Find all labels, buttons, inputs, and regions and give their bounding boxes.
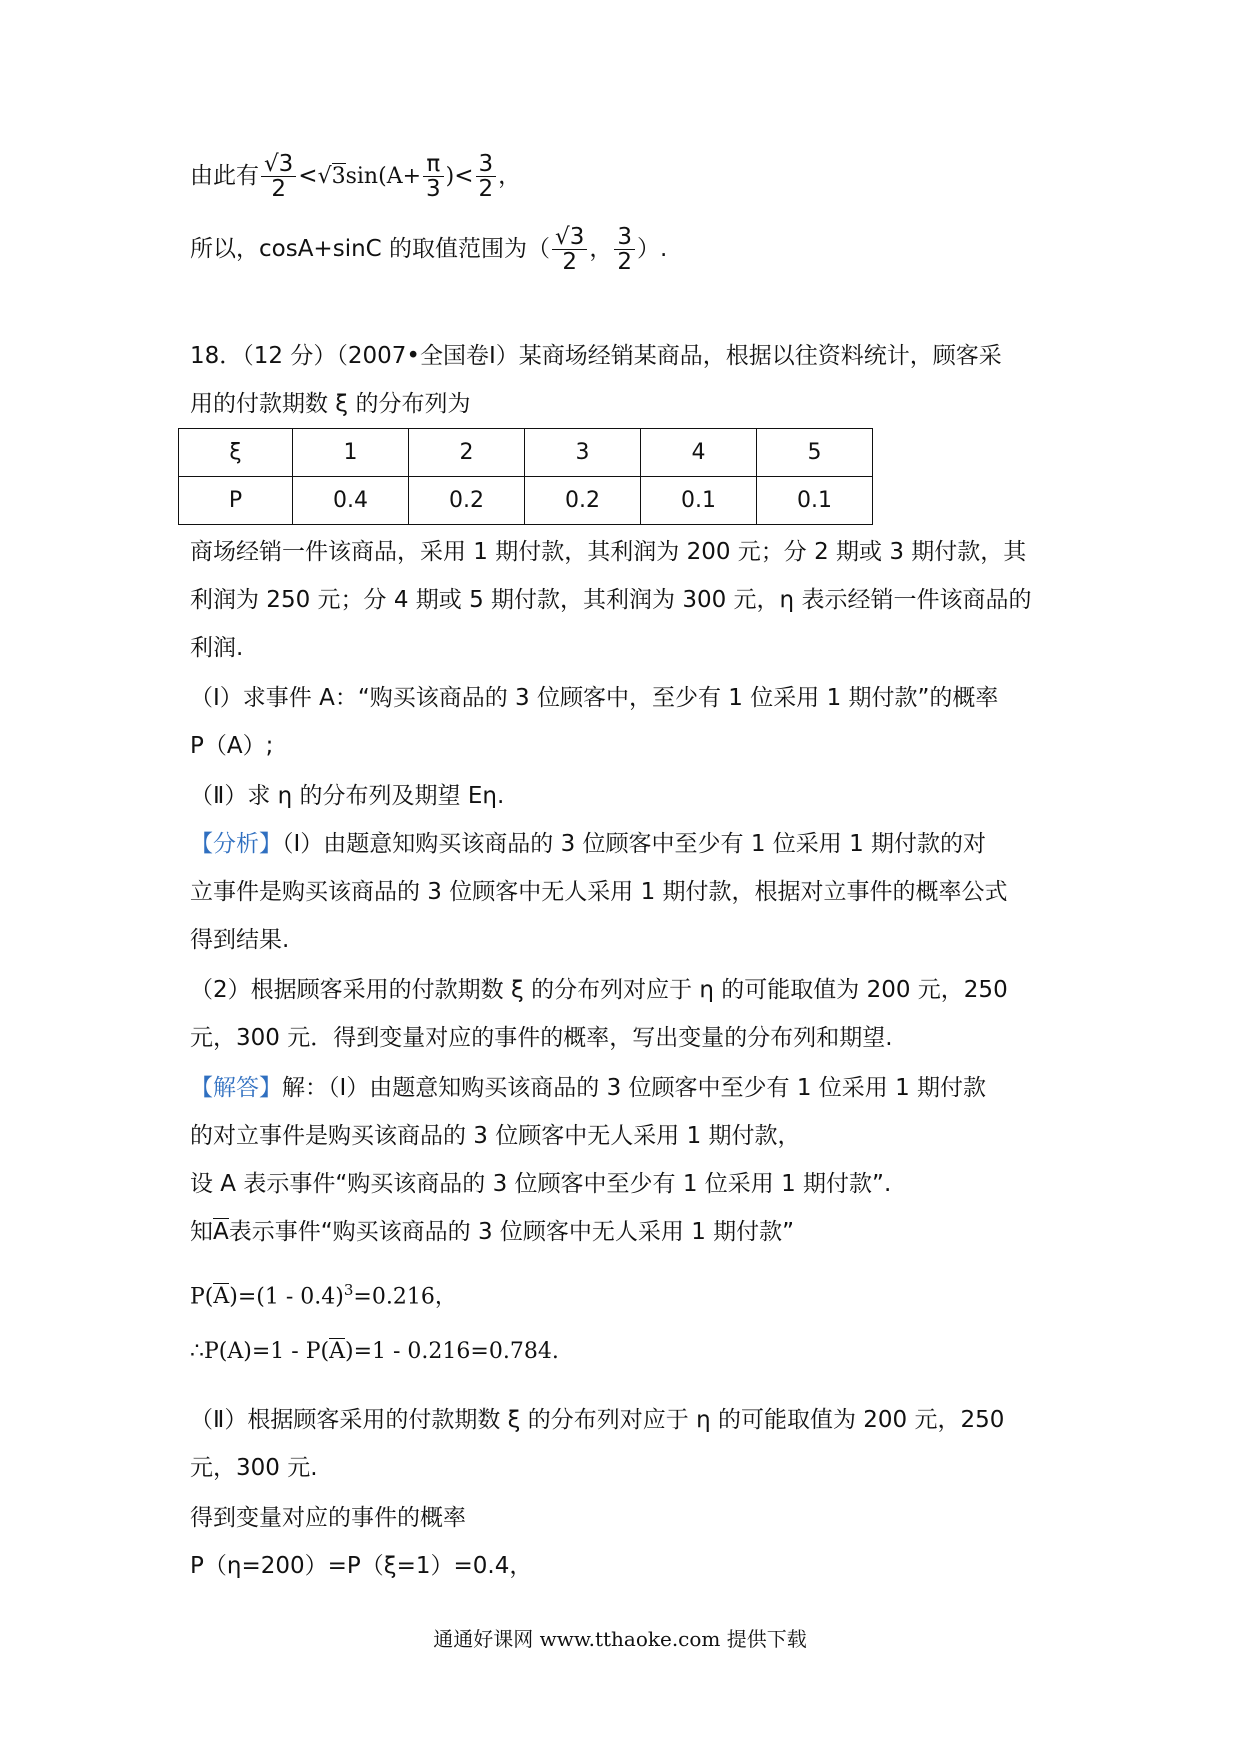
answer-line: P（η=200）=P（ξ=1）=0.4， [190,1553,533,1579]
denominator: 3 [426,176,441,202]
denominator: 2 [562,249,577,275]
denominator: 2 [617,249,632,275]
sin-close: ) [445,164,455,189]
answer-tag: 【解答】 [190,1075,282,1101]
comma: ， [498,163,522,189]
answer-line: （Ⅱ）根据顾客采用的付款期数 ξ 的分布列对应于 η 的可能取值为 200 元，250 [190,1407,1005,1433]
body-line: （Ⅰ）求事件 A：“购买该商品的 3 位顾客中，至少有 1 位采用 1 期付款”的概率 [190,685,999,711]
table-cell: P [179,477,293,525]
table-cell: 1 [293,429,409,477]
math-part: P( [190,1284,214,1310]
math-line-p-a [190,1336,559,1368]
fraction-pi-over-3 [423,152,444,201]
fraction-sqrt3-over-2 [261,152,296,201]
body-line: 利润为 250 元；分 4 期或 5 期付款，其利润为 300 元，η 表示经销一件该商品的 [190,587,1032,613]
question-18-line-2: 用的付款期数 ξ 的分布列为 [190,391,471,417]
table-cell: 4 [641,429,757,477]
exponent: 3 [343,1281,354,1299]
math-part: =0.216， [353,1284,457,1310]
text-prefix: 知 [190,1219,213,1245]
sqrt-symbol: √ [264,151,279,177]
a-bar: A [213,1219,229,1245]
numerator: 3 [476,152,497,177]
math-part: )=(1 - 0.4) [229,1284,344,1310]
fraction-3-over-2 [614,225,635,274]
table-cell: 0.1 [641,477,757,525]
body-line: 商场经销一件该商品，采用 1 期付款，其利润为 200 元；分 2 期或 3 期付款，其 [190,539,1027,565]
answer-text: 解：（Ⅰ）由题意知购买该商品的 3 位顾客中至少有 1 位采用 1 期付款 [282,1075,987,1101]
denominator: 2 [478,176,494,202]
answer-line [190,1072,986,1104]
analysis-line: 元，300 元．得到变量对应的事件的概率，写出变量的分布列和期望. [190,1025,893,1051]
fraction-3-over-2 [476,152,497,201]
table-cell: 0.2 [409,477,525,525]
table-cell: 3 [525,429,641,477]
math-part: ∴P(A)=1 - P( [190,1339,330,1364]
a-bar: A [329,1339,345,1364]
text-suffix: 表示事件“购买该商品的 3 位顾客中无人采用 1 期付款” [228,1219,795,1245]
analysis-line [190,828,986,860]
table-cell: 0.2 [525,477,641,525]
page-footer: 通通好课网 www.tthaoke.com 提供下载 [433,1627,807,1651]
analysis-tag: 【分析】 [190,831,282,857]
numerator: 3 [278,151,294,177]
answer-line: 元，300 元. [190,1455,318,1481]
denominator: 2 [271,176,286,202]
text-prefix: 所以，cosA+sinC 的取值范围为（ [190,236,551,262]
sin-open: sin(A+ [345,164,422,189]
answer-line: 的对立事件是购买该商品的 3 位顾客中无人采用 1 期付款， [190,1123,801,1149]
body-line: 利润. [190,635,244,661]
math-line-p-abar [190,1274,457,1313]
body-line: （Ⅱ）求 η 的分布列及期望 Eη. [190,783,505,809]
table-row [179,477,873,525]
analysis-text: （Ⅰ）由题意知购买该商品的 3 位顾客中至少有 1 位采用 1 期付款的对 [282,831,987,857]
numerator: 3 [569,224,585,250]
answer-line: 得到变量对应的事件的概率 [190,1505,466,1531]
table-cell: 5 [757,429,873,477]
table-cell: 2 [409,429,525,477]
math-part: )=1 - 0.216=0.784. [344,1339,559,1364]
table-row [179,429,873,477]
sqrt-symbol: √ [555,224,570,250]
distribution-table [178,428,873,525]
range-line [190,225,667,274]
less-than: < [298,163,318,189]
table-cell: ξ [179,429,293,477]
answer-line: 设 A 表示事件“购买该商品的 3 位顾客中至少有 1 位采用 1 期付款”. [190,1171,892,1197]
text-suffix: ）. [636,236,668,262]
analysis-line: 得到结果. [190,927,290,953]
numerator: 3 [614,225,635,250]
numerator: π [423,152,444,177]
less-than: < [454,163,474,189]
text-prefix: 由此有 [190,163,259,189]
a-bar: A [213,1284,230,1310]
body-line: P（A）; [190,733,274,759]
analysis-line: （2）根据顾客采用的付款期数 ξ 的分布列对应于 η 的可能取值为 200 元，250 [190,977,1008,1003]
fraction-sqrt3-over-2 [552,225,587,274]
analysis-line: 立事件是购买该商品的 3 位顾客中无人采用 1 期付款，根据对立事件的概率公式 [190,879,1008,905]
sqrt-radicand: 3 [331,164,346,189]
question-18-line-1: 18．（12 分）（2007•全国卷Ⅰ）某商场经销某商品，根据以往资料统计，顾客采 [190,343,1002,369]
table-cell: 0.4 [293,477,409,525]
answer-line [190,1216,794,1248]
inequality-line [190,152,521,201]
table-cell: 0.1 [757,477,873,525]
separator: ， [589,236,613,262]
sqrt-symbol: √ [317,164,332,189]
